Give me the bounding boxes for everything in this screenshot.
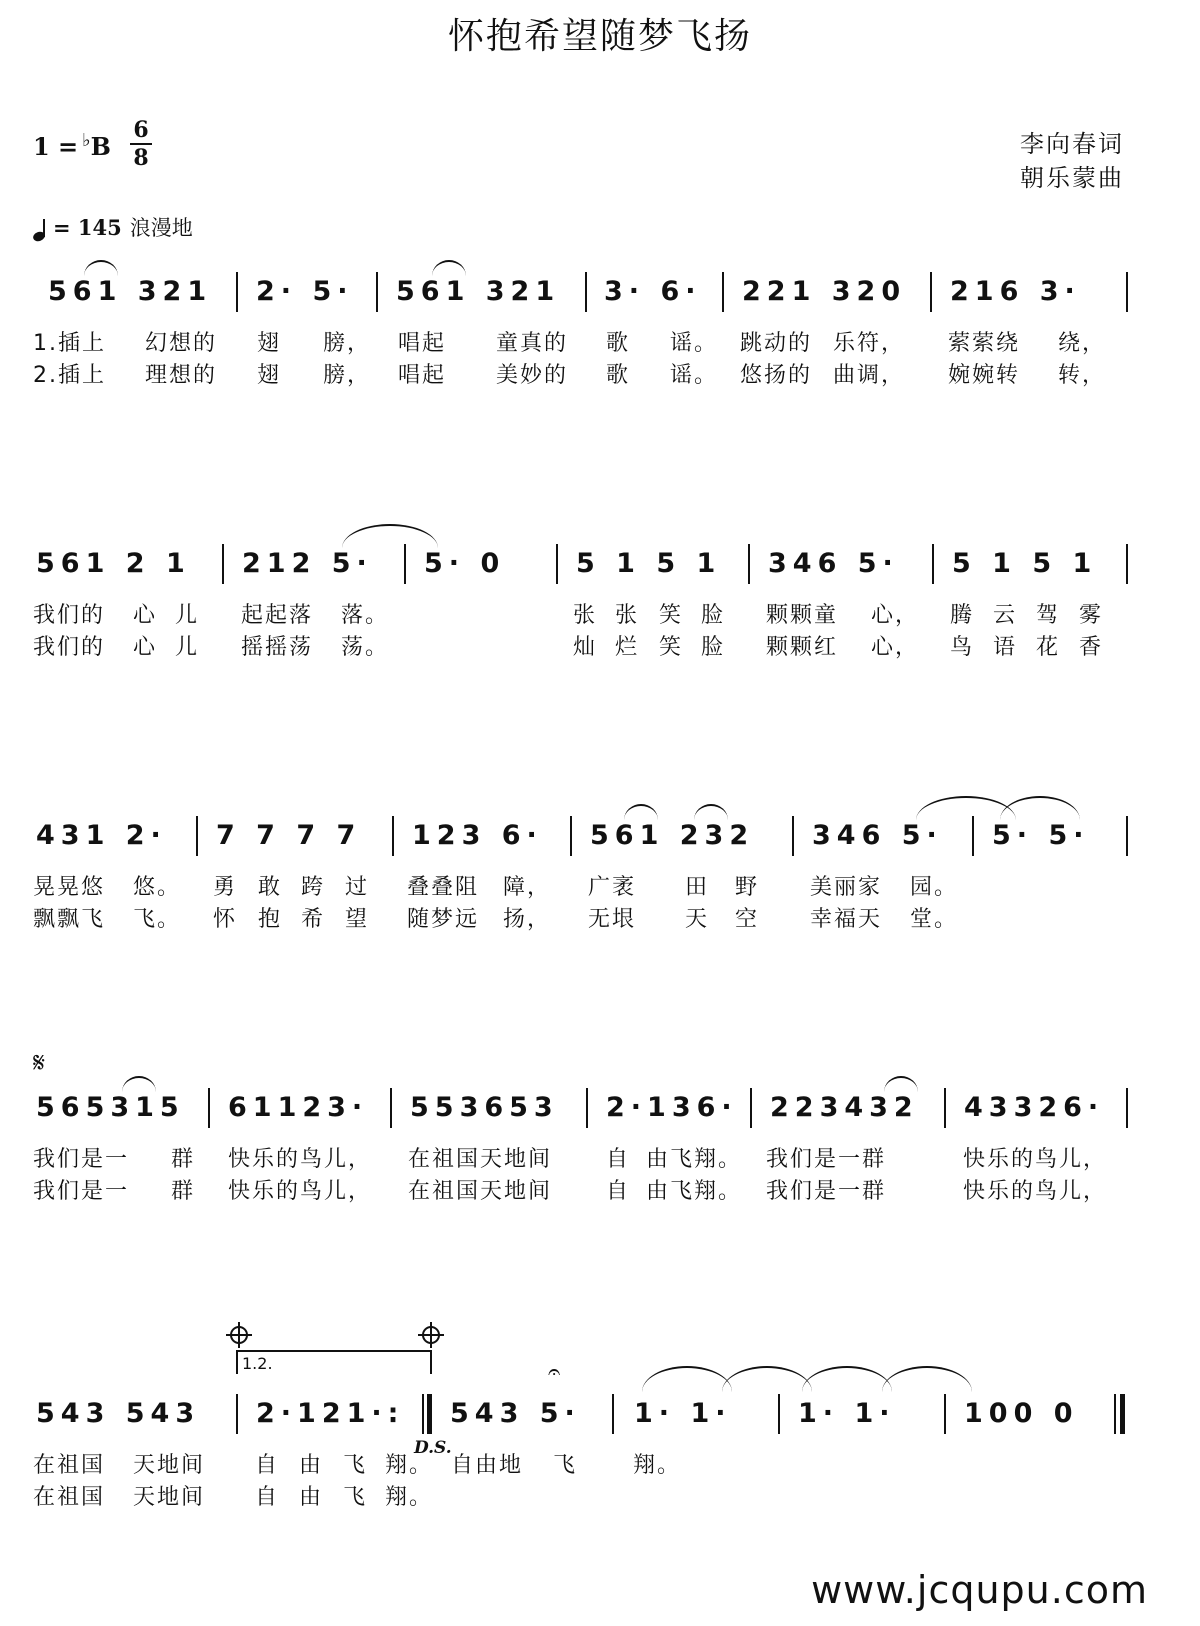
key-note: B xyxy=(90,132,111,161)
quarter-note-icon xyxy=(33,219,45,241)
slur-mark xyxy=(694,804,728,820)
measure: 123 6· xyxy=(412,820,543,851)
tie-mark xyxy=(722,1366,812,1392)
meter-bottom: 8 xyxy=(133,145,149,171)
tempo-marking xyxy=(33,212,193,242)
measure: 1· 1· xyxy=(798,1398,896,1429)
notes-row xyxy=(0,268,1200,316)
key-prefix: 1 = xyxy=(33,132,79,161)
coda-icon xyxy=(422,1326,440,1344)
measure: 2·121·: xyxy=(256,1398,405,1429)
tie-mark xyxy=(882,1366,972,1392)
tie-mark xyxy=(342,524,438,548)
barline xyxy=(376,272,378,312)
segno-icon: 𝄋 xyxy=(33,1046,46,1079)
notes-row xyxy=(0,812,1200,860)
measure: 565315 xyxy=(36,1092,185,1123)
barline xyxy=(586,1088,588,1128)
tie-mark xyxy=(1000,796,1080,820)
flat-sign: ♭ xyxy=(82,130,91,151)
tempo-value: = 145 xyxy=(53,215,122,240)
barline xyxy=(944,1088,946,1128)
meter-top: 6 xyxy=(133,117,149,143)
measure: 212 5· xyxy=(242,548,373,579)
barline xyxy=(236,1394,238,1434)
coda-icon xyxy=(230,1326,248,1344)
slur-mark xyxy=(122,1076,156,1092)
measure: 561 2 1 xyxy=(36,548,191,579)
barline xyxy=(404,544,406,584)
notes-row xyxy=(0,1084,1200,1132)
barline xyxy=(778,1394,780,1434)
notes-row xyxy=(0,1360,1200,1438)
barline xyxy=(1126,272,1128,312)
final-barline-thick xyxy=(1120,1394,1125,1434)
barline xyxy=(750,1088,752,1128)
barline xyxy=(932,544,934,584)
final-barline-thin xyxy=(1114,1394,1116,1434)
barline xyxy=(748,544,750,584)
measure: 346 5· xyxy=(812,820,943,851)
measure: 3· 6· xyxy=(604,276,702,307)
expression-text: 浪漫地 xyxy=(129,216,193,240)
composer-credit: 朝乐蒙曲 xyxy=(1020,164,1124,192)
barline xyxy=(1126,1088,1128,1128)
measure: 561 321 xyxy=(396,276,561,307)
barline xyxy=(1126,544,1128,584)
barline xyxy=(422,1394,424,1434)
tie-mark xyxy=(802,1366,892,1392)
measure: 1· 1· xyxy=(634,1398,732,1429)
measure: 5· 0 xyxy=(424,548,506,579)
measure: 5 1 5 1 xyxy=(576,548,722,579)
dal-segno-mark: D.S. xyxy=(414,1438,452,1458)
barline xyxy=(722,272,724,312)
measure: 561 232 xyxy=(590,820,755,851)
measure: 2·136· xyxy=(606,1092,738,1123)
tie-mark xyxy=(642,1366,732,1392)
measure: 5· 5· xyxy=(992,820,1090,851)
measure: 543 5· xyxy=(450,1398,581,1429)
barline xyxy=(390,1088,392,1128)
barline xyxy=(944,1394,946,1434)
slur-mark xyxy=(432,260,466,276)
barline xyxy=(585,272,587,312)
key-signature xyxy=(33,130,111,161)
song-title: 怀抱希望随梦飞扬 xyxy=(447,16,752,57)
slur-mark xyxy=(84,260,118,276)
lyricist-credit: 李向春词 xyxy=(1020,130,1124,158)
barline xyxy=(196,816,198,856)
notes-row xyxy=(0,540,1200,588)
measure: 223432 xyxy=(770,1092,919,1123)
barline xyxy=(222,544,224,584)
barline xyxy=(392,816,394,856)
barline xyxy=(556,544,558,584)
slur-mark xyxy=(624,804,658,820)
measure: 561 321 xyxy=(48,276,213,307)
measure: 221 320 xyxy=(742,276,907,307)
measure: 5 1 5 1 xyxy=(952,548,1098,579)
measure: 346 5· xyxy=(768,548,899,579)
measure: 2· 5· xyxy=(256,276,354,307)
barline xyxy=(236,272,238,312)
barline xyxy=(972,816,974,856)
measure: 216 3· xyxy=(950,276,1081,307)
repeat-barline xyxy=(427,1394,432,1434)
measure: 43326· xyxy=(964,1092,1105,1123)
barline xyxy=(930,272,932,312)
barline xyxy=(208,1088,210,1128)
volta-bracket xyxy=(236,1350,432,1374)
time-signature xyxy=(130,118,152,170)
measure: 100 0 xyxy=(964,1398,1079,1429)
barline xyxy=(1126,816,1128,856)
site-watermark: www.jcqupu.com xyxy=(811,1568,1148,1612)
slur-mark xyxy=(884,1076,918,1092)
measure: 431 2· xyxy=(36,820,167,851)
barline xyxy=(570,816,572,856)
measure: 7 7 7 7 xyxy=(216,820,362,851)
barline xyxy=(612,1394,614,1434)
fermata-icon: 𝄐 xyxy=(548,1360,561,1385)
measure: 553653 xyxy=(410,1092,559,1123)
volta-label: 1.2. xyxy=(242,1354,273,1373)
measure: 61123· xyxy=(228,1092,369,1123)
barline xyxy=(792,816,794,856)
measure: 543 543 xyxy=(36,1398,201,1429)
